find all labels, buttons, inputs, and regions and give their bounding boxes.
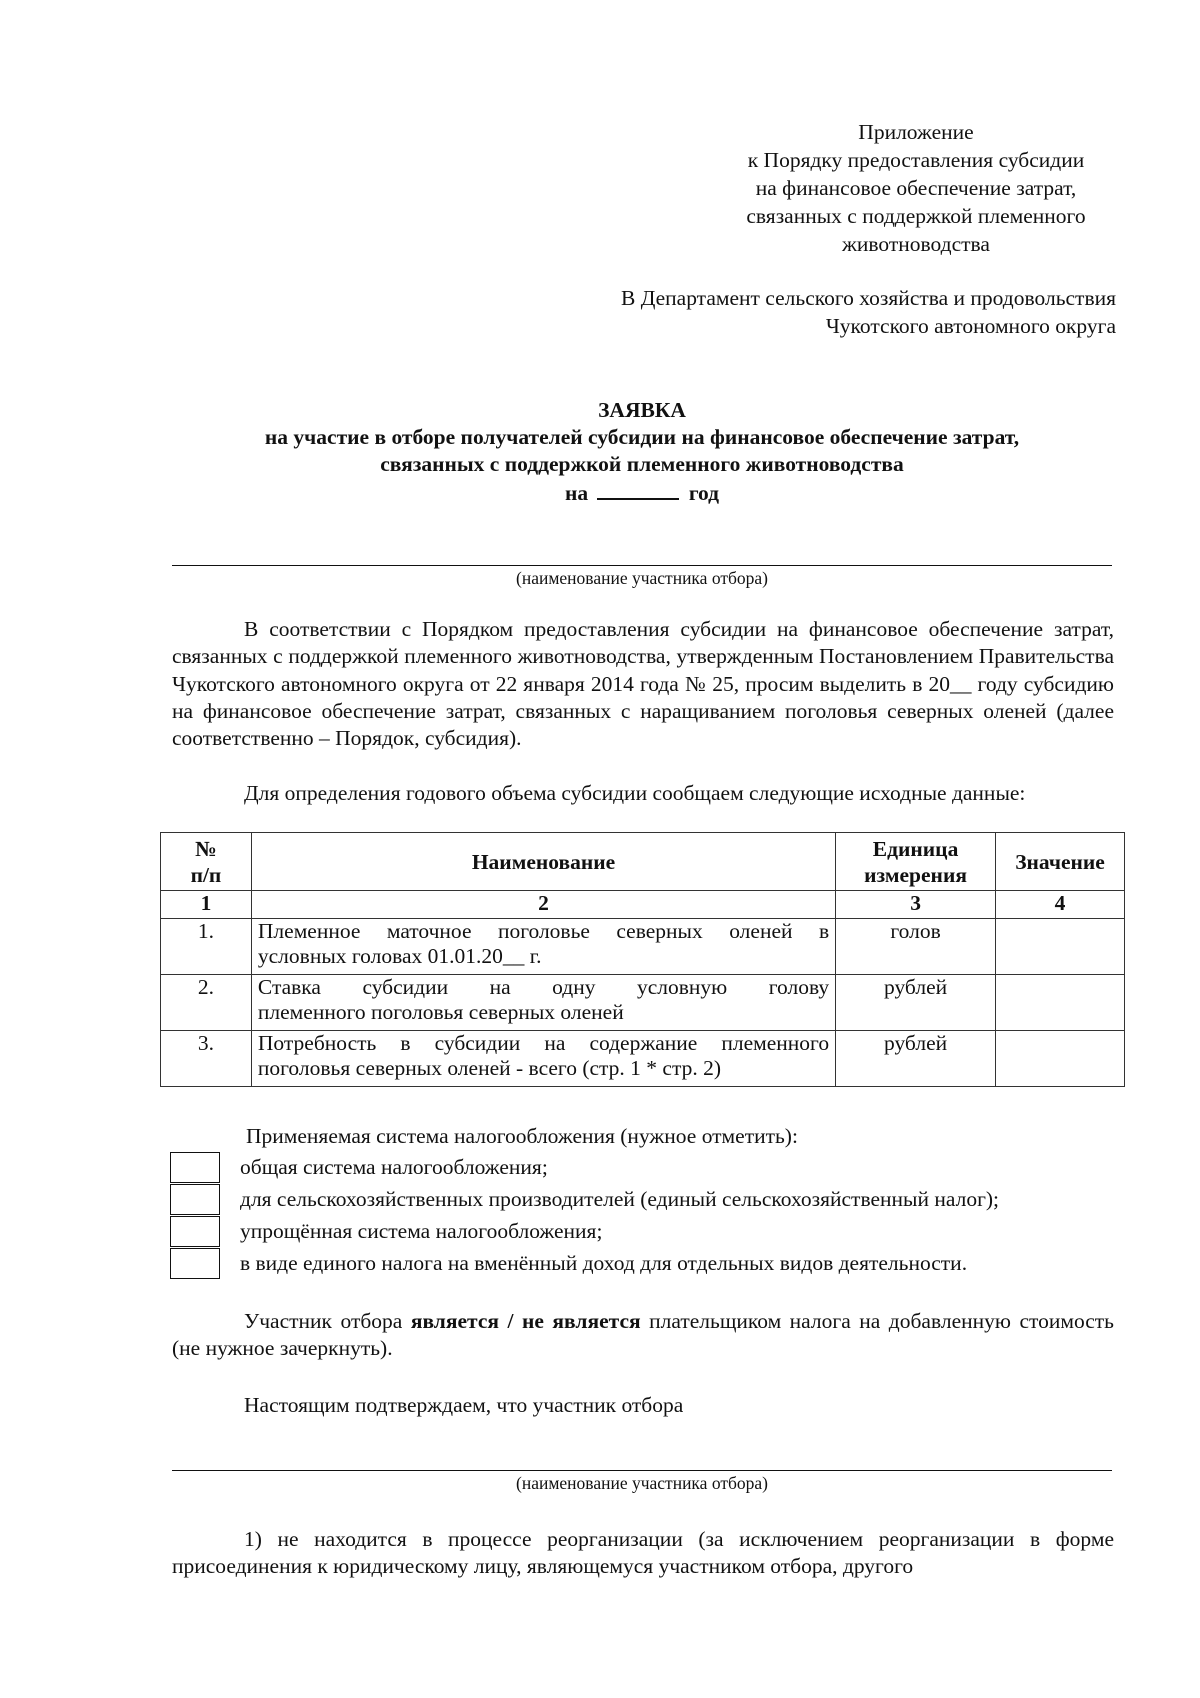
column-number: 4: [996, 891, 1125, 919]
participant-name-line-2[interactable]: [172, 1470, 1112, 1471]
intro-paragraph: В соответствии с Порядком предоставления субсидии на финансовое обеспечение затрат, связанных с поддержкой племенного животноводства, утвержденным Постановлением Правительства Чукотского автономного округа от 22 января 2014 года № 25, просим выделить в 20__ году субсидию на финансовое обеспечение затрат, связанных с наращиванием поголовья северных оленей (далее соответственно – Порядок, субсидия).: [172, 617, 1114, 751]
appendix-header: [716, 118, 1116, 258]
row-name: [251, 975, 835, 1031]
year-suffix: год: [688, 481, 720, 505]
table-row: [161, 919, 1125, 975]
tax-option-checkbox[interactable]: [170, 1184, 220, 1215]
appendix-line: животноводства: [842, 232, 990, 256]
source-data-table: [160, 832, 1125, 1087]
appendix-line: к Порядку предоставления субсидии: [747, 148, 1085, 172]
tax-system-title: Применяемая система налогообложения (нужное отметить):: [246, 1124, 798, 1148]
header-num-line: п/п: [190, 862, 222, 887]
header-value: Значение: [996, 833, 1125, 891]
row-name-line: Ставка субсидии на одну условную голову: [257, 975, 830, 999]
row-name-line: племенного поголовья северных оленей: [257, 1000, 624, 1024]
row-name-line: Племенное маточное поголовье северных оленей в: [257, 919, 830, 943]
title-year-line: [170, 478, 1114, 507]
row-name-line: условных головах 01.01.20__ г.: [257, 944, 542, 968]
row-num: 3.: [161, 1031, 252, 1087]
tax-option-label: упрощённая система налогообложения;: [240, 1219, 603, 1243]
row-name: [251, 1031, 835, 1087]
column-number-row: [161, 891, 1125, 919]
year-blank-field[interactable]: [597, 478, 679, 500]
row-unit: рублей: [836, 975, 996, 1031]
row-name: [251, 919, 835, 975]
tax-option: [170, 1248, 1130, 1280]
participant-hint-1: (наименование участника отбора): [516, 568, 768, 588]
vat-choice: является / не является: [410, 1309, 641, 1333]
column-number: 3: [836, 891, 996, 919]
tax-option-checkbox[interactable]: [170, 1248, 220, 1279]
tax-option-label: в виде единого налога на вменённый доход для отдельных видов деятельности.: [240, 1251, 968, 1275]
header-name: Наименование: [251, 833, 835, 891]
appendix-line: Приложение: [858, 120, 974, 144]
tax-option-checkbox[interactable]: [170, 1216, 220, 1247]
row-value-cell[interactable]: [996, 975, 1125, 1031]
participant-hint-2: (наименование участника отбора): [516, 1473, 768, 1493]
row-name-line: Потребность в субсидии на содержание племенного: [257, 1031, 830, 1055]
header-unit-line: измерения: [864, 862, 967, 887]
addressee-block: [520, 284, 1116, 340]
row-num: 2.: [161, 975, 252, 1031]
confirm-paragraph: Настоящим подтверждаем, что участник отбора: [244, 1393, 684, 1417]
table-row: [161, 1031, 1125, 1087]
header-num: [161, 833, 252, 891]
row-value-cell[interactable]: [996, 1031, 1125, 1087]
item1-paragraph: 1) не находится в процессе реорганизации (за исключением реорганизации в форме присоединения к юридическому лицу, являющемуся участником отбора, другого: [172, 1527, 1114, 1579]
tax-option-checkbox[interactable]: [170, 1152, 220, 1183]
tax-option: [170, 1152, 1130, 1184]
participant-name-line-1[interactable]: [172, 565, 1112, 566]
row-name-line: поголовья северных оленей - всего (стр. 1 * стр. 2): [257, 1056, 722, 1080]
column-number: 2: [251, 891, 835, 919]
row-unit: голов: [836, 919, 996, 975]
title-line: на участие в отборе получателей субсидии на финансовое обеспечение затрат,: [264, 425, 1020, 449]
document-title: [170, 397, 1114, 507]
row-value-cell[interactable]: [996, 919, 1125, 975]
vat-prefix: Участник отбора: [244, 1309, 403, 1333]
tax-option: [170, 1216, 1130, 1248]
vat-paragraph: [172, 1308, 1114, 1363]
tax-option: [170, 1184, 1130, 1216]
column-number: 1: [161, 891, 252, 919]
year-prefix: на: [564, 481, 589, 505]
row-unit: рублей: [836, 1031, 996, 1087]
header-unit: [836, 833, 996, 891]
tax-option-label: общая система налогообложения;: [240, 1155, 548, 1179]
appendix-line: на финансовое обеспечение затрат,: [755, 176, 1077, 200]
table-row: [161, 975, 1125, 1031]
row-num: 1.: [161, 919, 252, 975]
title-line: связанных с поддержкой племенного животноводства: [380, 452, 904, 476]
data-paragraph: Для определения годового объема субсидии сообщаем следующие исходные данные:: [244, 781, 1026, 805]
appendix-line: связанных с поддержкой племенного: [746, 204, 1086, 228]
vat-suffix: плательщиком налога на добавленную стоимость (не нужное зачеркнуть).: [172, 1309, 1114, 1361]
header-unit-line: Единица: [872, 836, 959, 861]
table-header-row: [161, 833, 1125, 891]
addressee-line: В Департамент сельского хозяйства и продовольствия: [620, 286, 1116, 310]
header-num-line: №: [195, 836, 217, 861]
tax-option-label: для сельскохозяйственных производителей (единый сельскохозяйственный налог);: [240, 1187, 1000, 1211]
addressee-line: Чукотского автономного округа: [825, 314, 1116, 338]
title-heading: ЗАЯВКА: [598, 398, 686, 422]
